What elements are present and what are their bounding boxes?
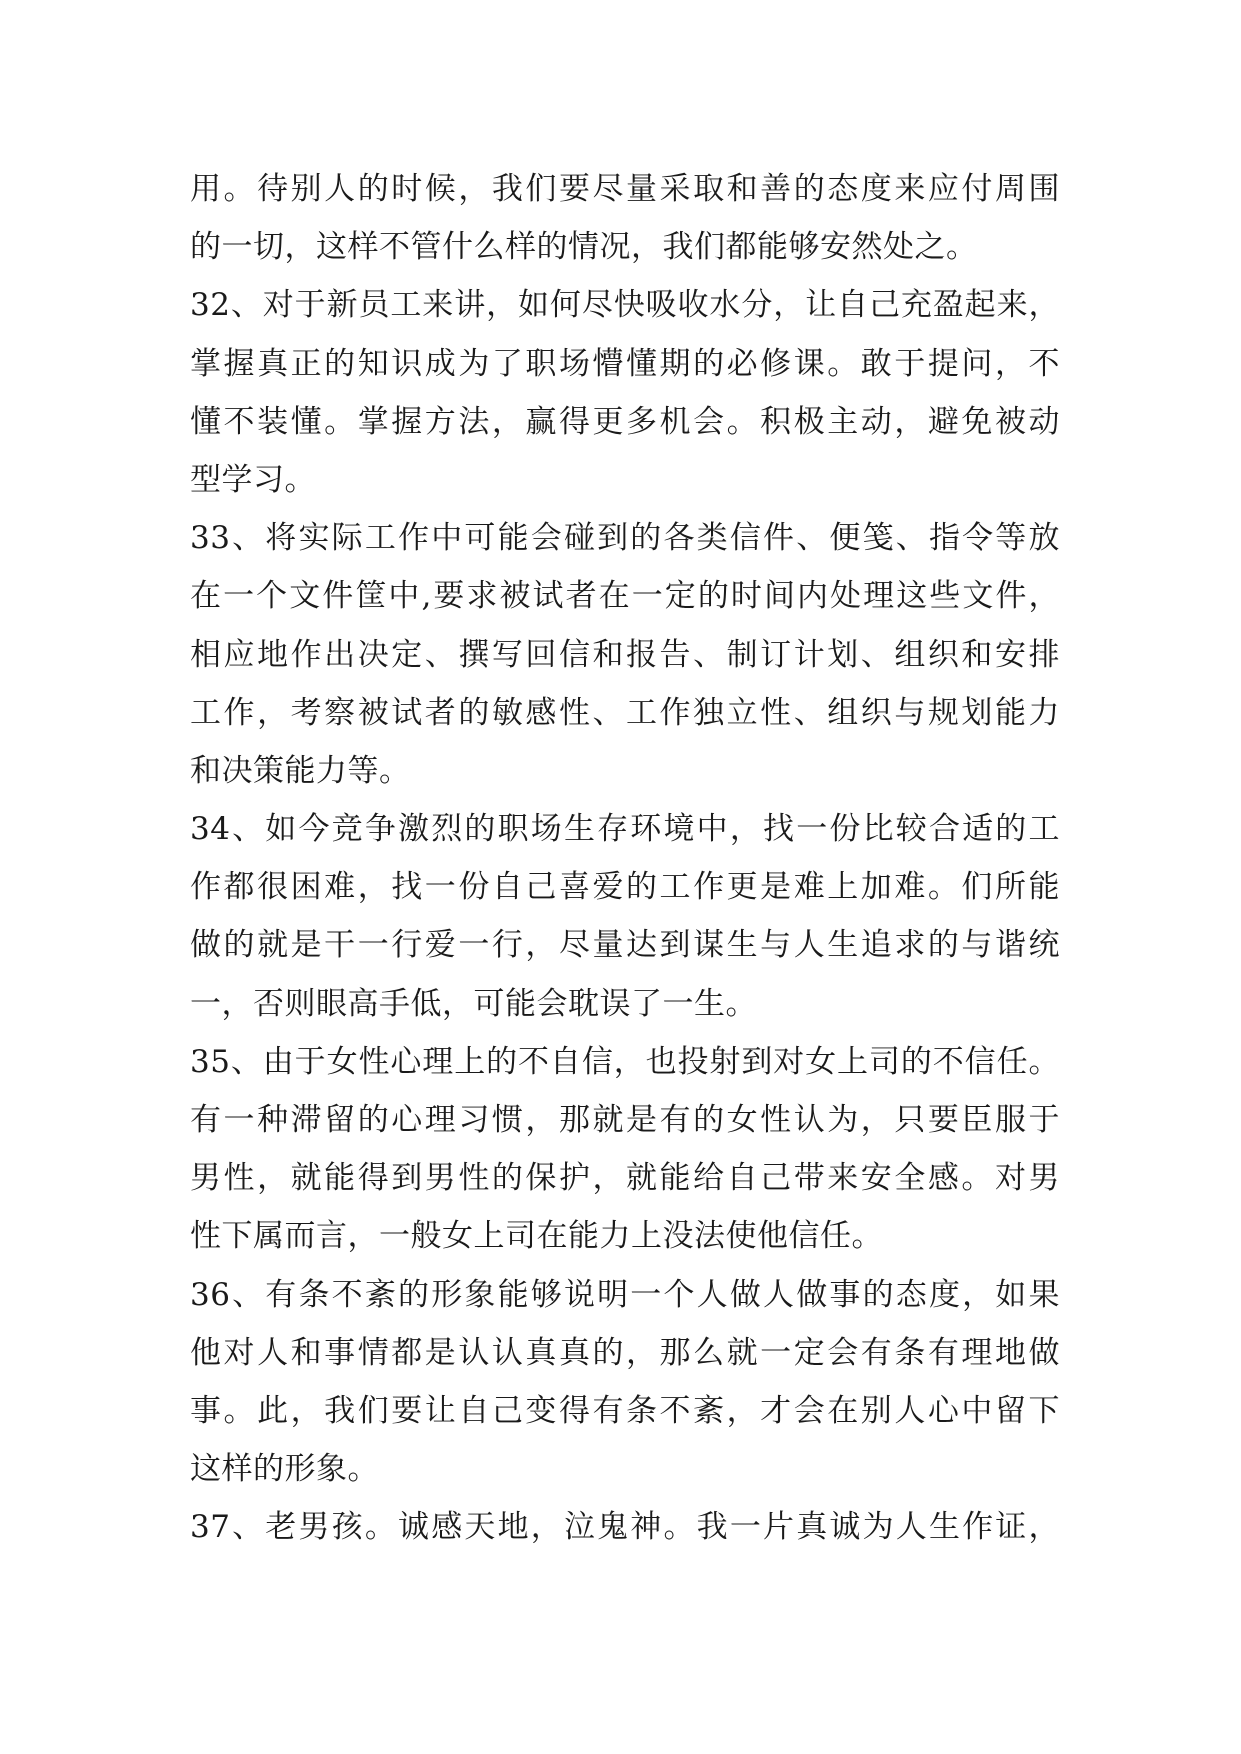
text-line: 这样的形象。 [190, 1451, 379, 1488]
text-line: 的一切，这样不管什么样的情况，我们都能够安然处之。 [190, 229, 978, 266]
text-line: 在一个文件筐中,要求被试者在一定的时间内处理这些文件， [190, 578, 1060, 615]
text-line: 36、有条不紊的形象能够说明一个人做人做事的态度，如果 [190, 1276, 1060, 1313]
text-line: 工作，考察被试者的敏感性、工作独立性、组织与规划能力 [190, 694, 1060, 731]
text-line: 男性，就能得到男性的保护，就能给自己带来安全感。对男 [190, 1160, 1060, 1197]
document-body [190, 160, 1060, 1557]
text-line: 性下属而言，一般女上司在能力上没法使他信任。 [190, 1218, 883, 1255]
text-line: 懂不装懂。掌握方法，赢得更多机会。积极主动，避免被动 [190, 403, 1060, 440]
text-line: 用。待别人的时候，我们要尽量采取和善的态度来应付周围 [190, 171, 1060, 207]
text-line: 33、将实际工作中可能会碰到的各类信件、便笺、指令等放 [190, 520, 1060, 557]
text-line: 有一种滞留的心理习惯，那就是有的女性认为，只要臣服于 [190, 1102, 1060, 1138]
text-line: 35、由于女性心理上的不自信，也投射到对女上司的不信任。 [190, 1043, 1060, 1080]
text-line: 他对人和事情都是认认真真的，那么就一定会有条有理地做 [190, 1334, 1060, 1371]
text-line: 32、对于新员工来讲，如何尽快吸收水分，让自己充盈起来， [190, 287, 1060, 324]
text-line: 作都很困难，找一份自己喜爱的工作更是难上加难。们所能 [190, 869, 1060, 906]
text-line: 37、老男孩。诚感天地，泣鬼神。我一片真诚为人生作证， [190, 1509, 1060, 1546]
text-line: 掌握真正的知识成为了职场懵懂期的必修课。敢于提问，不 [190, 345, 1060, 382]
text-line: 型学习。 [190, 461, 316, 498]
text-line: 事。此，我们要让自己变得有条不紊，才会在别人心中留下 [190, 1392, 1060, 1429]
text-line: 一，否则眼高手低，可能会耽误了一生。 [190, 985, 757, 1022]
text-line: 相应地作出决定、撰写回信和报告、制订计划、组织和安排 [190, 636, 1060, 673]
text-line: 做的就是干一行爱一行，尽量达到谋生与人生追求的与谐统 [190, 927, 1060, 964]
text-line: 34、如今竞争激烈的职场生存环境中，找一份比较合适的工 [190, 811, 1060, 848]
text-line: 和决策能力等。 [190, 752, 411, 789]
